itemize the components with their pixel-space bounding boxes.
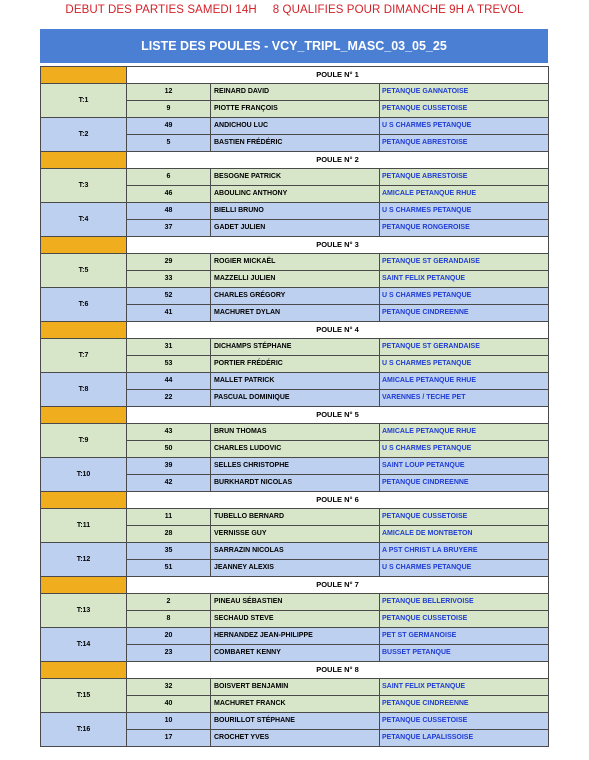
player-number: 51 [127,560,211,577]
player-club: U S CHARMES PETANQUE [380,441,549,458]
player-club: PETANQUE CUSSETOISE [380,101,549,118]
player-number: 12 [127,84,211,101]
player-number: 32 [127,679,211,696]
player-name: MACHURET FRANCK [211,696,380,713]
player-number: 46 [127,186,211,203]
poule-header-row [41,577,549,594]
team-label: T:2 [41,118,127,152]
player-name: PIOTTE FRANÇOIS [211,101,380,118]
poule-header-row [41,152,549,169]
team-label: T:9 [41,424,127,458]
player-club: U S CHARMES PETANQUE [380,560,549,577]
player-number: 39 [127,458,211,475]
poule-title: POULE N° 4 [127,322,549,339]
player-number: 11 [127,509,211,526]
player-club: PETANQUE CINDREENNE [380,696,549,713]
team-label: T:10 [41,458,127,492]
player-name: MAZZELLI JULIEN [211,271,380,288]
player-name: DICHAMPS STÉPHANE [211,339,380,356]
player-name: CHARLES GRÉGORY [211,288,380,305]
poule-title: POULE N° 3 [127,237,549,254]
header-start-time: DEBUT DES PARTIES SAMEDI 14H [65,4,257,16]
player-number: 48 [127,203,211,220]
player-name: SECHAUD STEVE [211,611,380,628]
poule-title: POULE N° 1 [127,67,549,84]
player-club: VARENNES / TECHE PET [380,390,549,407]
team-label: T:16 [41,713,127,747]
player-name: PASCUAL DOMINIQUE [211,390,380,407]
player-name: TUBELLO BERNARD [211,509,380,526]
player-club: PETANQUE LAPALISSOISE [380,730,549,747]
poule-header-row [41,67,549,84]
player-name: GADET JULIEN [211,220,380,237]
team-label: T:6 [41,288,127,322]
player-name: VERNISSE GUY [211,526,380,543]
player-club: SAINT LOUP PETANQUE [380,458,549,475]
team-label: T:12 [41,543,127,577]
poule-title: POULE N° 8 [127,662,549,679]
player-name: BESOGNE PATRICK [211,169,380,186]
poule-title: POULE N° 7 [127,577,549,594]
table-row [41,679,549,696]
team-label: T:13 [41,594,127,628]
poule-marker [41,237,127,254]
player-club: PETANQUE ABRESTOISE [380,135,549,152]
player-name: BURKHARDT NICOLAS [211,475,380,492]
player-number: 20 [127,628,211,645]
poule-marker [41,662,127,679]
player-name: MALLET PATRICK [211,373,380,390]
player-number: 35 [127,543,211,560]
player-number: 9 [127,101,211,118]
table-row [41,458,549,475]
player-number: 42 [127,475,211,492]
player-number: 8 [127,611,211,628]
player-club: AMICALE PETANQUE RHUE [380,373,549,390]
poule-marker [41,152,127,169]
player-name: REINARD DAVID [211,84,380,101]
team-label: T:15 [41,679,127,713]
poule-marker [41,407,127,424]
player-club: PETANQUE CINDREENNE [380,475,549,492]
table-row [41,594,549,611]
player-club: PETANQUE ABRESTOISE [380,169,549,186]
header-qualifiers: 8 QUALIFIES POUR DIMANCHE 9H A TREVOL [272,4,524,16]
player-club: PETANQUE CUSSETOISE [380,611,549,628]
player-number: 5 [127,135,211,152]
team-label: T:1 [41,84,127,118]
player-name: CROCHET YVES [211,730,380,747]
player-number: 2 [127,594,211,611]
table-row [41,713,549,730]
player-club: PETANQUE ST GERANDAISE [380,339,549,356]
player-number: 40 [127,696,211,713]
poule-marker [41,492,127,509]
player-name: COMBARET KENNY [211,645,380,662]
table-row [41,288,549,305]
player-club: PETANQUE RONGEROISE [380,220,549,237]
table-row [41,509,549,526]
poule-header-row [41,322,549,339]
player-club: PETANQUE ST GERANDAISE [380,254,549,271]
player-name: MACHURET DYLAN [211,305,380,322]
player-number: 10 [127,713,211,730]
team-label: T:4 [41,203,127,237]
poules-table [40,66,549,747]
team-label: T:14 [41,628,127,662]
team-label: T:7 [41,339,127,373]
player-name: BRUN THOMAS [211,424,380,441]
table-row [41,169,549,186]
player-number: 44 [127,373,211,390]
player-number: 37 [127,220,211,237]
team-label: T:11 [41,509,127,543]
player-number: 49 [127,118,211,135]
player-number: 52 [127,288,211,305]
player-name: ANDICHOU LUC [211,118,380,135]
player-club: SAINT FELIX PETANQUE [380,679,549,696]
player-name: HERNANDEZ JEAN-PHILIPPE [211,628,380,645]
player-name: CHARLES LUDOVIC [211,441,380,458]
player-number: 41 [127,305,211,322]
player-number: 53 [127,356,211,373]
player-club: PETANQUE CUSSETOISE [380,509,549,526]
player-club: PET ST GERMANOISE [380,628,549,645]
player-number: 28 [127,526,211,543]
player-number: 23 [127,645,211,662]
team-label: T:5 [41,254,127,288]
player-club: PETANQUE CUSSETOISE [380,713,549,730]
player-name: SELLES CHRISTOPHE [211,458,380,475]
player-number: 29 [127,254,211,271]
table-row [41,424,549,441]
player-name: BOURILLOT STÉPHANE [211,713,380,730]
poule-marker [41,577,127,594]
poule-title: POULE N° 6 [127,492,549,509]
poule-header-row [41,407,549,424]
player-number: 22 [127,390,211,407]
player-club: A PST CHRIST LA BRUYERE [380,543,549,560]
player-number: 43 [127,424,211,441]
team-label: T:8 [41,373,127,407]
poule-header-row [41,237,549,254]
player-number: 33 [127,271,211,288]
poule-header-row [41,662,549,679]
table-row [41,118,549,135]
poule-marker [41,67,127,84]
player-name: JEANNEY ALEXIS [211,560,380,577]
player-name: PINEAU SÉBASTIEN [211,594,380,611]
player-club: PETANQUE CINDREENNE [380,305,549,322]
player-number: 31 [127,339,211,356]
poule-title: POULE N° 5 [127,407,549,424]
player-club: U S CHARMES PETANQUE [380,118,549,135]
player-number: 6 [127,169,211,186]
player-club: AMICALE DE MONTBETON [380,526,549,543]
player-club: SAINT FELIX PETANQUE [380,271,549,288]
player-club: AMICALE PETANQUE RHUE [380,424,549,441]
table-row [41,254,549,271]
player-name: BASTIEN FRÉDÉRIC [211,135,380,152]
player-name: PORTIER FRÉDÉRIC [211,356,380,373]
player-name: ROGIER MICKAËL [211,254,380,271]
player-number: 50 [127,441,211,458]
player-name: BOISVERT BENJAMIN [211,679,380,696]
header-info [0,4,589,16]
table-row [41,543,549,560]
player-club: AMICALE PETANQUE RHUE [380,186,549,203]
table-row [41,339,549,356]
table-row [41,203,549,220]
player-club: PETANQUE GANNATOISE [380,84,549,101]
poule-title: POULE N° 2 [127,152,549,169]
player-club: PETANQUE BELLERIVOISE [380,594,549,611]
table-row [41,628,549,645]
player-name: SARRAZIN NICOLAS [211,543,380,560]
poule-header-row [41,492,549,509]
page-title: LISTE DES POULES - VCY_TRIPL_MASC_03_05_25 [40,29,548,63]
player-club: BUSSET PETANQUE [380,645,549,662]
player-number: 17 [127,730,211,747]
player-name: ABOULINC ANTHONY [211,186,380,203]
player-club: U S CHARMES PETANQUE [380,203,549,220]
player-name: BIELLI BRUNO [211,203,380,220]
team-label: T:3 [41,169,127,203]
table-row [41,373,549,390]
table-row [41,84,549,101]
player-club: U S CHARMES PETANQUE [380,288,549,305]
poule-marker [41,322,127,339]
player-club: U S CHARMES PETANQUE [380,356,549,373]
